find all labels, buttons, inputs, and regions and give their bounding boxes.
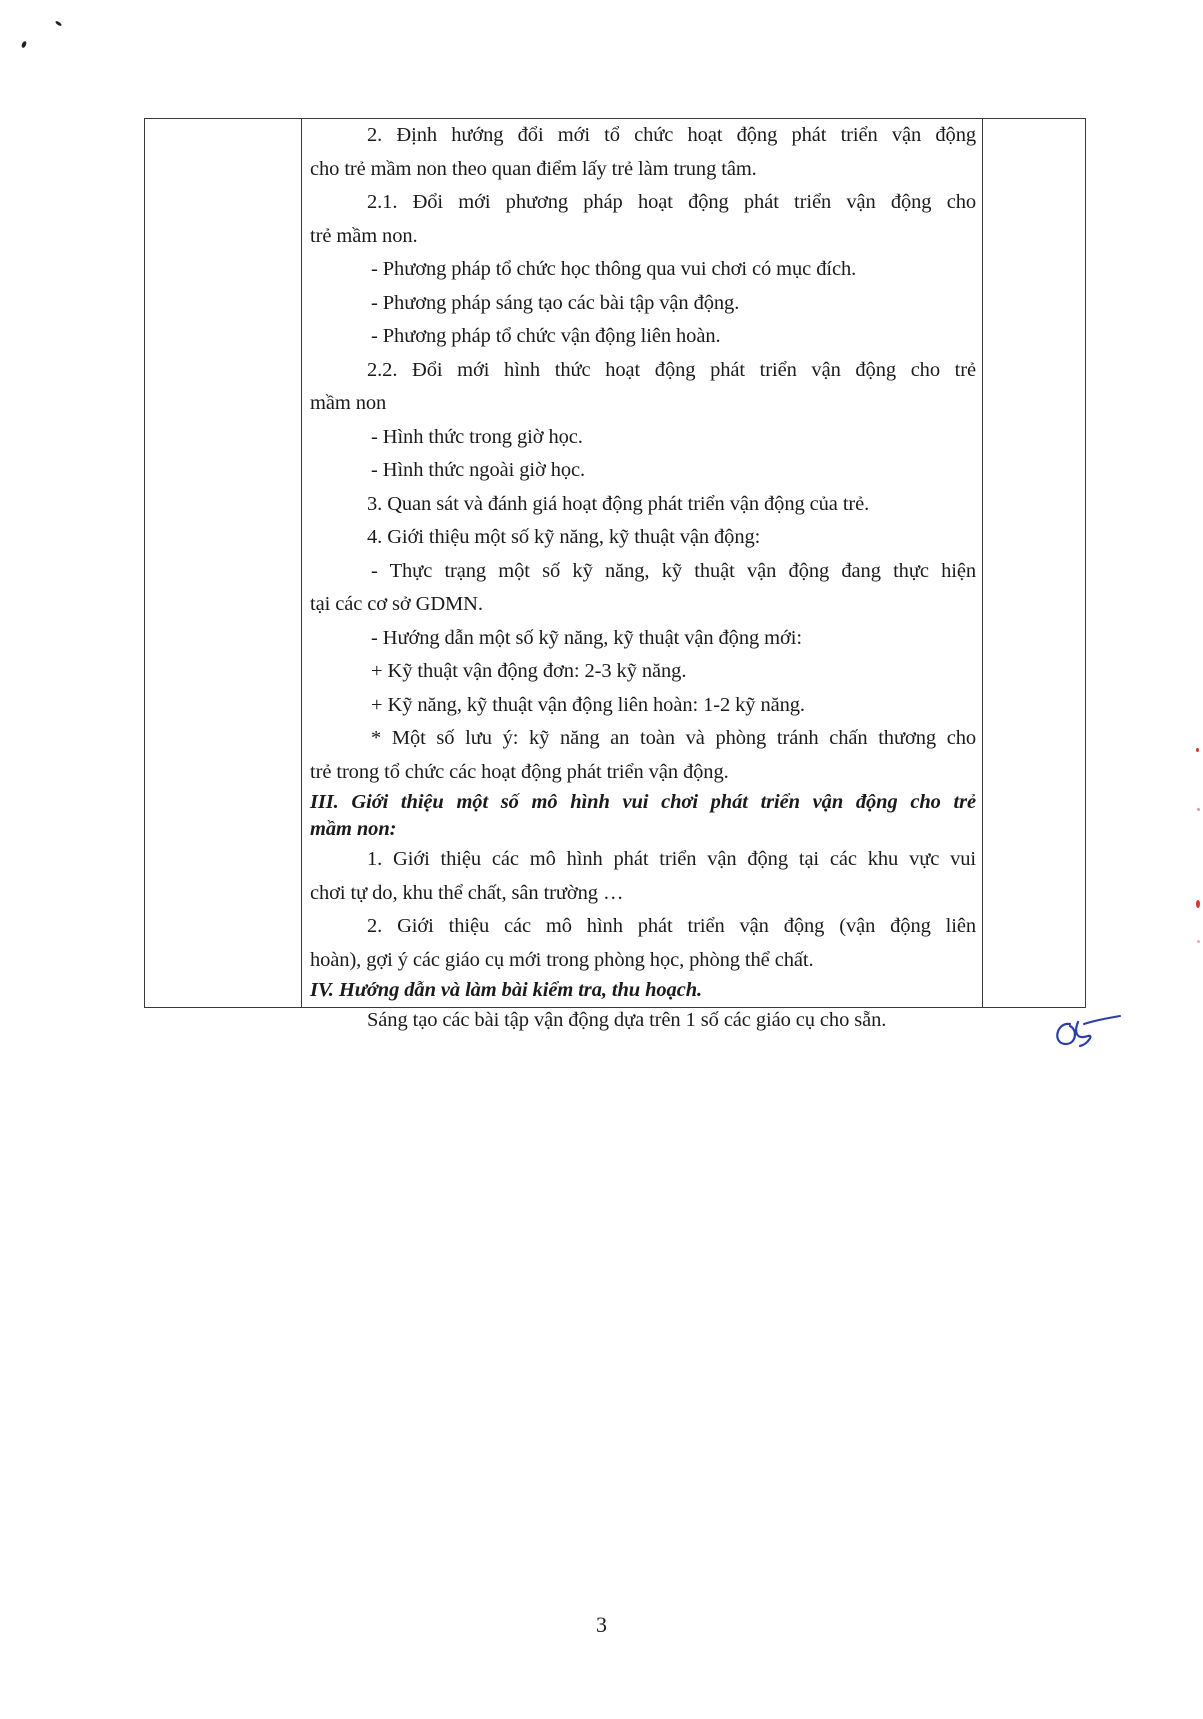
margin-mark (1196, 900, 1200, 908)
column-divider (982, 119, 983, 1007)
text-line: chơi tự do, khu thể chất, sân trường … (310, 881, 624, 904)
text-line: - Hình thức trong giờ học. (371, 425, 583, 448)
column-divider (301, 119, 302, 1007)
text-line: trẻ trong tổ chức các hoạt động phát triển vận động. (310, 760, 729, 783)
scan-speck (55, 20, 62, 26)
text-line: hoàn), gợi ý các giáo cụ mới trong phòng học, phòng thể chất. (310, 948, 814, 971)
scan-speck (21, 40, 28, 48)
text-line: 1. Giới thiệu các mô hình phát triển vận động tại các khu vực vui (367, 848, 976, 870)
text-line: 4. Giới thiệu một số kỹ năng, kỹ thuật vận động: (367, 526, 761, 548)
content-cell (310, 119, 976, 1038)
text-line: mầm non (310, 392, 387, 414)
text-line: - Phương pháp tổ chức vận động liên hoàn. (371, 325, 721, 347)
section-heading: III. Giới thiệu một số mô hình vui chơi phát triển vận động cho trẻ (310, 791, 976, 813)
margin-mark (1197, 808, 1200, 811)
text-line: * Một số lưu ý: kỹ năng an toàn và phòng tránh chấn thương cho (371, 727, 976, 749)
text-line: 2. Định hướng đổi mới tổ chức hoạt động phát triển vận động (367, 124, 976, 146)
content-table (144, 118, 1086, 1031)
text-line: 2.1. Đổi mới phương pháp hoạt động phát triển vận động cho (367, 191, 976, 213)
text-line: 3. Quan sát và đánh giá hoạt động phát triển vận động của trẻ. (367, 492, 870, 515)
text-line: + Kỹ thuật vận động đơn: 2-3 kỹ năng. (371, 660, 687, 682)
section-heading: IV. Hướng dẫn và làm bài kiểm tra, thu hoạch. (310, 979, 703, 1001)
margin-mark (1196, 748, 1199, 752)
text-line: - Hình thức ngoài giờ học. (371, 459, 586, 481)
text-line: cho trẻ mầm non theo quan điểm lấy trẻ làm trung tâm. (310, 157, 757, 180)
text-line: 2.2. Đổi mới hình thức hoạt động phát triển vận động cho trẻ (367, 358, 976, 381)
text-line: tại các cơ sở GDMN. (310, 593, 483, 615)
text-line: - Hướng dẫn một số kỹ năng, kỹ thuật vận động mới: (371, 626, 802, 649)
text-line: + Kỹ năng, kỹ thuật vận động liên hoàn: 1-2 kỹ năng. (371, 693, 805, 716)
text-line: - Phương pháp tổ chức học thông qua vui chơi có mục đích. (371, 258, 857, 280)
section-heading: mầm non: (310, 818, 397, 840)
handwritten-initials-icon (1048, 1014, 1124, 1054)
text-line: trẻ mầm non. (310, 224, 418, 247)
text-line: Sáng tạo các bài tập vận động dựa trên 1 số các giáo cụ cho sẵn. (367, 1009, 887, 1031)
text-line: - Phương pháp sáng tạo các bài tập vận động. (371, 291, 740, 314)
text-line: - Thực trạng một số kỹ năng, kỹ thuật vận động đang thực hiện (371, 559, 976, 582)
margin-mark (1197, 940, 1200, 943)
text-line: 2. Giới thiệu các mô hình phát triển vận động (vận động liên (367, 915, 976, 937)
page-number: 3 (596, 1612, 607, 1637)
